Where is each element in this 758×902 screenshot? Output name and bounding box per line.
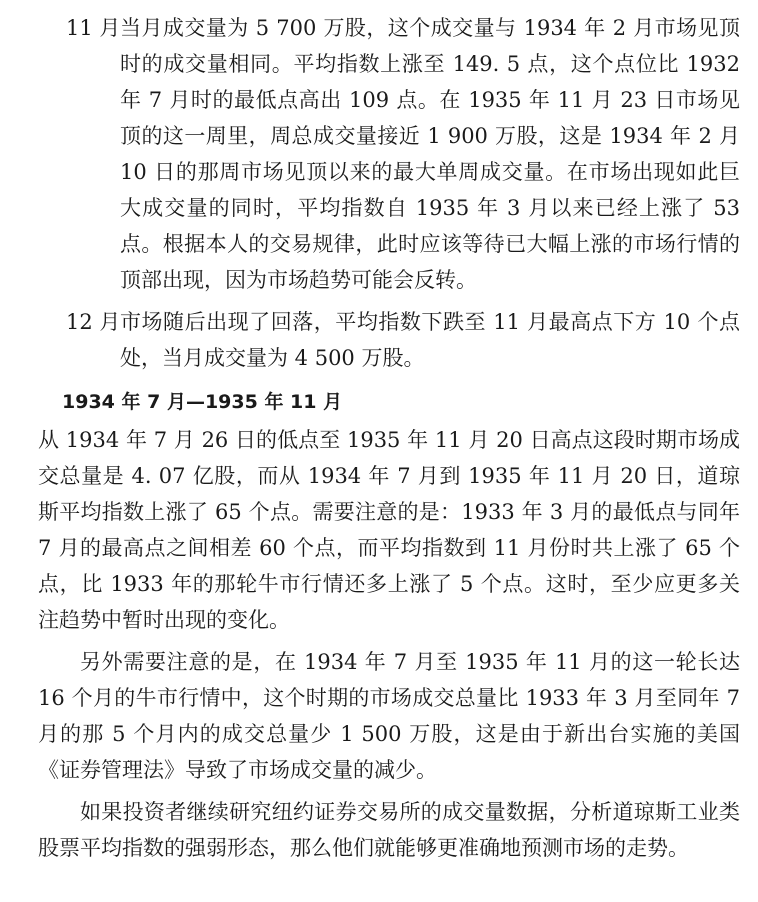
month-entry-december [48,304,740,376]
body-paragraph: 另外需要注意的是，在 1934 年 7 月至 1935 年 11 月的这一轮长达 16 个月的牛市行情中，这个时期的市场成交总量比 1933 年 3 月至同年 7 月的那 5 个月内的成交总量少 1 500 万股，这是由于新出台实施的美国《证券管理法》导致了市场成交量的减少。 [38,650,740,782]
month-entry-november [48,10,740,298]
entry-month-label: 12 月 [66,310,121,334]
section-heading: 1934 年 7 月—1935 年 11 月 [62,391,343,413]
entry-text: 市场随后出现了回落，平均指数下跌至 11 月最高点下方 10 个点处，当月成交量为 4 500 万股。 [120,310,740,370]
body-paragraph: 从 1934 年 7 月 26 日的低点至 1935 年 11 月 20 日高点这段时期市场成交总量是 4. 07 亿股，而从 1934 年 7 月到 1935 年 11 月 20 日，道琼斯平均指数上涨了 65 个点。需要注意的是：1933 年 3 月的最低点与同年 7 月的最高点之间相差 60 个点，而平均指数到 11 月份时共上涨了 65 个点，比 1933 年的那轮牛市行情还多上涨了 5 个点。这时，至少应更多关注趋势中暂时出现的变化。 [38,428,740,632]
entry-text: 当月成交量为 5 700 万股，这个成交量与 1934 年 2 月市场见顶时的成交量相同。平均指数上涨至 149. 5 点，这个点位比 1932 年 7 月时的最低点高出 109 点。在 1935 年 11 月 23 日市场见顶的这一周里，周总成交量接近 1 900 万股，这是 1934 年 2 月 10 日的那周市场见顶以来的最大单周成交量。在市场出现如此巨大成交量的同时，平均指数自 1935 年 3 月以来已经上涨了 53 点。根据本人的交易规律，此时应该等待已大幅上涨的市场行情的顶部出现，因为市场趋势可能会反转。 [120,16,740,292]
entry-month-label: 11 月 [66,16,121,40]
body-paragraph: 如果投资者继续研究纽约证券交易所的成交量数据，分析道琼斯工业类股票平均指数的强弱形态，那么他们就能够更准确地预测市场的走势。 [38,800,740,860]
